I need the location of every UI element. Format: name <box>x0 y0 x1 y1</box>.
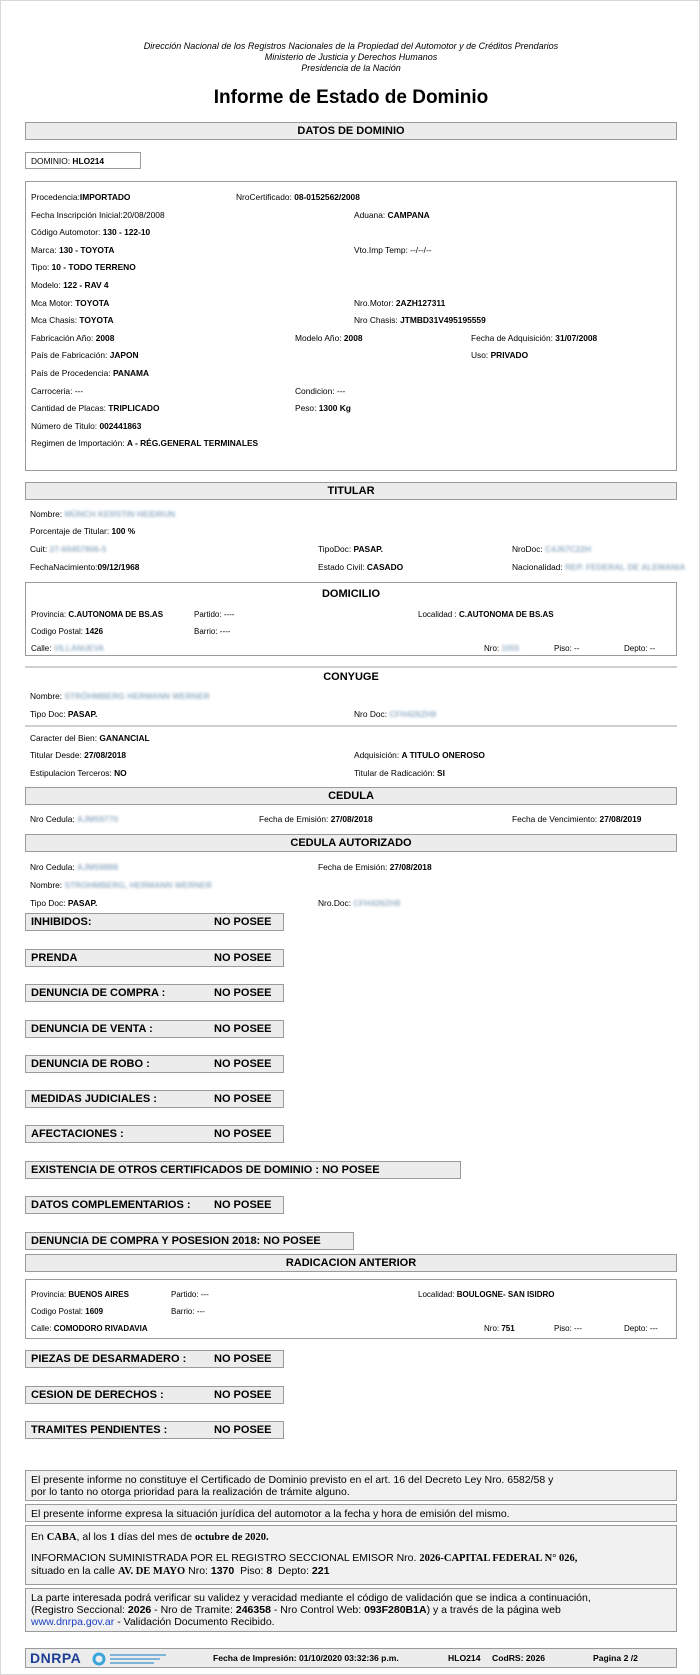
cedula-aut-tipodoc-field: Tipo Doc: PASAP. <box>30 898 98 908</box>
pais-procedencia-field: País de Procedencia: PANAMA <box>31 368 150 378</box>
nacionalidad-field: Nacionalidad: REP. FEDERAL DE ALEMANIA <box>512 562 686 572</box>
tipo-field: Tipo: 10 - TODO TERRENO <box>31 262 136 272</box>
domicilio-box <box>25 582 677 656</box>
peso-field: Peso: 1300 Kg <box>295 403 351 413</box>
radicacion-piso-field: Piso: --- <box>554 1324 583 1333</box>
validacion-line-3: www.dnrpa.gov.ar - Validación Documento Recibido. <box>31 1616 275 1628</box>
procedencia-field: Procedencia:IMPORTADO <box>31 192 131 202</box>
header-line-3: Presidencia de la Nación <box>301 63 401 73</box>
page-footer <box>25 1648 677 1668</box>
conyuge-divider-2 <box>25 725 677 727</box>
condicion-field: Condicion: --- <box>295 386 346 396</box>
domicilio-localidad-field: Localidad : C.AUTONOMA DE BS.AS <box>418 610 554 619</box>
emision-date-line: En CABA, al los 1 días del mes de octubre de 2020. <box>31 1531 269 1543</box>
radicacion-localidad-field: Localidad: BOULOGNE- SAN ISIDRO <box>418 1290 555 1299</box>
mca-motor-field: Mca Motor: TOYOTA <box>31 298 110 308</box>
domicilio-provincia-field: Provincia: C.AUTONOMA DE BS.AS <box>31 610 164 619</box>
titular-nombre-field: Nombre: MÜNCH KERSTIN HEIDRUN <box>30 509 176 519</box>
conyuge-tipodoc-field: Tipo Doc: PASAP. <box>30 709 98 719</box>
radicacion-codigo-postal-field: Codigo Postal: 1609 <box>31 1307 104 1316</box>
cedula-nro-field: Nro Cedula: AJM59770 <box>30 814 119 824</box>
emision-note <box>25 1525 677 1585</box>
domicilio-partido-field: Partido: ---- <box>194 610 235 619</box>
dnrpa-logo: DNRPA <box>30 1650 82 1666</box>
domicilio-heading: DOMICILIO <box>321 588 381 600</box>
carroceria-field: Carroceria: --- <box>31 386 84 396</box>
fecha-adquisicion-field: Fecha de Adquisición: 31/07/2008 <box>471 333 598 343</box>
cedula-aut-nombre-field: Nombre: STROHMBERG, HERMANN WERNER <box>30 880 212 890</box>
radicacion-barrio-field: Barrio: --- <box>171 1307 205 1316</box>
cedula-autorizado-heading: CEDULA AUTORIZADO <box>25 834 677 852</box>
header-line-2: Ministerio de Justicia y Derechos Humanos <box>264 52 438 62</box>
radicacion-depto-field: Depto: --- <box>624 1324 658 1333</box>
denuncia-venta-section: DENUNCIA DE VENTA : NO POSEE <box>25 1020 284 1038</box>
numero-titulo-field: Número de Titulo: 002441863 <box>31 421 142 431</box>
cedula-aut-nrodoc-field: Nro.Doc: CFH426ZH8 <box>318 898 401 908</box>
radicacion-partido-field: Partido: --- <box>171 1290 209 1299</box>
domicilio-depto-field: Depto: -- <box>624 644 656 653</box>
situacion-juridica-text: El presente informe expresa la situación jurídica del automotor a la fecha y hora de emisión del mismo. <box>31 1508 510 1520</box>
conyuge-heading: CONYUGE <box>323 671 379 683</box>
codigo-automotor-field: Código Automotor: 130 - 122-10 <box>31 227 151 237</box>
afectaciones-section: AFECTACIONES : NO POSEE <box>25 1125 284 1143</box>
datos-dominio-box <box>25 181 677 471</box>
registro-direccion-line: situado en la calle AV. DE MAYO Nro: 1370 Piso: 8 Depto: 221 <box>31 1565 330 1577</box>
porcentaje-titular-field: Porcentaje de Titular: 100 % <box>30 526 136 536</box>
cedula-emision-field: Fecha de Emisión: 27/08/2018 <box>259 814 373 824</box>
fabricacion-anio-field: Fabricación Año: 2008 <box>31 333 115 343</box>
cedula-heading: CEDULA <box>25 787 677 805</box>
cuit-field: Cuit: 27-60457806-5 <box>30 544 107 554</box>
aduana-field: Aduana: CAMPANA <box>354 210 430 220</box>
denuncia-robo-section: DENUNCIA DE ROBO : NO POSEE <box>25 1055 284 1073</box>
caracter-bien-field: Caracter del Bien: GANANCIAL <box>30 733 150 743</box>
conyuge-divider <box>25 666 677 668</box>
estipulacion-terceros-field: Estipulacion Terceros: NO <box>30 768 127 778</box>
datos-dominio-heading: DATOS DE DOMINIO <box>25 122 677 140</box>
radicacion-anterior-heading: RADICACION ANTERIOR <box>25 1254 677 1272</box>
pais-fabricacion-field: País de Fabricación: JAPON <box>31 350 139 360</box>
registro-emisor-line: INFORMACION SUMINISTRADA POR EL REGISTRO SECCIONAL EMISOR Nro. 2026-CAPITAL FEDERAL N° 026, <box>31 1552 578 1564</box>
adquisicion-field: Adquisición: A TITULO ONEROSO <box>354 750 485 760</box>
piezas-desarmadero-section: PIEZAS DE DESARMADERO : NO POSEE <box>25 1350 284 1368</box>
titular-heading: TITULAR <box>25 482 677 500</box>
disclaimer-line-1: El presente informe no constituye el Certificado de Dominio previsto en el art. 16 del Decreto Ley Nro. 6582/58 y <box>31 1474 554 1486</box>
domicilio-nro-field: Nro: 1055 <box>484 644 520 653</box>
radicacion-provincia-field: Provincia: BUENOS AIRES <box>31 1290 129 1299</box>
vto-imp-field: Vto.Imp Temp: --/--/-- <box>354 245 432 255</box>
regimen-importacion-field: Regimen de Importación: A - RÉG.GENERAL TERMINALES <box>31 438 259 448</box>
radicacion-anterior-box <box>25 1279 677 1339</box>
modelo-anio-field: Modelo Año: 2008 <box>295 333 363 343</box>
uso-field: Uso: PRIVADO <box>471 350 529 360</box>
dominio-field: DOMINIO: HLO214 <box>31 156 105 166</box>
document-title: Informe de Estado de Dominio <box>213 87 489 108</box>
datos-complementarios-section: DATOS COMPLEMENTARIOS : NO POSEE <box>25 1196 284 1214</box>
conyuge-nombre-field: Nombre: STRÖHMBERG HERMANN WERNER <box>30 691 210 701</box>
nrocertificado-field: NroCertificado: 08-0152562/2008 <box>236 192 360 202</box>
cedula-vencimiento-field: Fecha de Vencimiento: 27/08/2019 <box>512 814 642 824</box>
dnrpa-link[interactable]: www.dnrpa.gov.ar <box>31 1616 115 1628</box>
radicacion-calle-field: Calle: COMODORO RIVADAVIA <box>31 1324 148 1333</box>
dnrpa-logo-lettering <box>110 1653 170 1664</box>
situacion-juridica-note <box>25 1504 677 1522</box>
cedula-aut-nro-field: Nro Cedula: AJM59888 <box>30 862 119 872</box>
cesion-derechos-section: CESION DE DERECHOS : NO POSEE <box>25 1386 284 1404</box>
titular-nrodoc-field: NroDoc: C4J67C22H <box>512 544 592 554</box>
titular-tipodoc-field: TipoDoc: PASAP. <box>318 544 384 554</box>
dominio-box <box>25 152 141 169</box>
dnrpa-logo-icon <box>92 1652 106 1666</box>
header-line-1: Dirección Nacional de los Registros Nacionales de la Propiedad del Automotor y de Créditos Prendarios <box>143 41 559 51</box>
radicacion-nro-field: Nro: 751 <box>484 1324 515 1333</box>
domicilio-codigo-postal-field: Codigo Postal: 1426 <box>31 627 104 636</box>
titular-desde-field: Titular Desde: 27/08/2018 <box>30 750 127 760</box>
fecha-impresion: Fecha de Impresión: 01/10/2020 03:32:36 p.m. <box>213 1653 399 1663</box>
prenda-section: PRENDA NO POSEE <box>25 949 284 967</box>
modelo-field: Modelo: 122 - RAV 4 <box>31 280 109 290</box>
footer-codrs: CodRS: 2026 <box>492 1653 546 1663</box>
marca-field: Marca: 130 - TOYOTA <box>31 245 115 255</box>
domicilio-piso-field: Piso: -- <box>554 644 580 653</box>
domicilio-barrio-field: Barrio: ---- <box>194 627 231 636</box>
fecha-inscripcion-field: Fecha Inscripción Inicial:20/08/2008 <box>31 210 165 220</box>
denuncia-compra-section: DENUNCIA DE COMPRA : NO POSEE <box>25 984 284 1002</box>
otros-certificados-section: EXISTENCIA DE OTROS CERTIFICADOS DE DOMINIO : NO POSEE <box>25 1161 461 1179</box>
conyuge-nrodoc-field: Nro Doc: CFH426ZH8 <box>354 709 437 719</box>
validacion-line-1: La parte interesada podrá verificar su validez y veracidad mediante el código de validación que se indica a continuación, <box>31 1592 591 1604</box>
validacion-note <box>25 1588 677 1632</box>
inhibidos-section: INHIBIDOS: NO POSEE <box>25 913 284 931</box>
disclaimer-line-2: por lo tanto no otorga prioridad para la realización de trámite alguno. <box>31 1486 350 1498</box>
denuncia-posesion-section: DENUNCIA DE COMPRA Y POSESION 2018: NO POSEE <box>25 1232 354 1250</box>
disclaimer-note <box>25 1470 677 1501</box>
cedula-aut-emision-field: Fecha de Emisión: 27/08/2018 <box>318 862 432 872</box>
titular-radicacion-field: Titular de Radicación: SI <box>354 768 445 778</box>
footer-dominio: HLO214 <box>448 1653 481 1663</box>
fecha-nacimiento-field: FechaNacimiento:09/12/1968 <box>30 562 140 572</box>
tramites-pendientes-section: TRAMITES PENDIENTES : NO POSEE <box>25 1421 284 1439</box>
mca-chasis-field: Mca Chasis: TOYOTA <box>31 315 114 325</box>
nro-chasis-field: Nro Chasis: JTMBD31V495195559 <box>354 315 486 325</box>
page-number: Pagina 2 /2 <box>593 1653 638 1663</box>
nro-motor-field: Nro.Motor: 2AZH127311 <box>354 298 446 308</box>
domicilio-calle-field: Calle: VILLANUEVA <box>31 644 105 653</box>
cantidad-placas-field: Cantidad de Placas: TRIPLICADO <box>31 403 160 413</box>
estado-civil-field: Estado Civil: CASADO <box>318 562 404 572</box>
validacion-line-2: (Registro Seccional: 2026 - Nro de Tramite: 246358 - Nro Control Web: 093F280B1A) y a través de la página web <box>31 1604 561 1616</box>
medidas-judiciales-section: MEDIDAS JUDICIALES : NO POSEE <box>25 1090 284 1108</box>
